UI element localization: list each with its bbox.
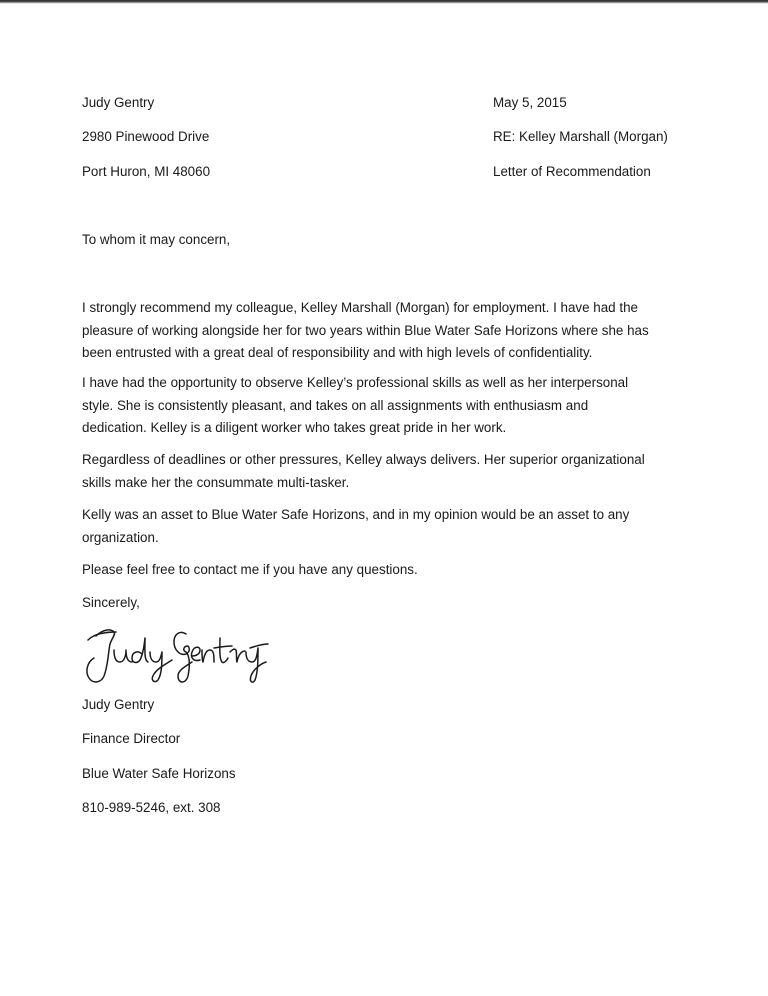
paragraph-line: pleasure of working alongside her for two years within Blue Water Safe Horizons where she has: [82, 322, 649, 338]
paragraph-line: dedication. Kelley is a diligent worker who takes great pride in her work.: [82, 420, 507, 435]
letter-subject: Letter of Recommendation: [493, 164, 651, 179]
signer-name: Judy Gentry: [82, 697, 155, 712]
paragraph-1: [82, 297, 682, 365]
paragraph-line: I strongly recommend my colleague, Kelley Marshall (Morgan) for employment. I have had the: [82, 300, 638, 315]
paragraph-4: [82, 504, 682, 549]
paragraph-line: skills make her the consummate multi-tasker.: [82, 474, 350, 490]
paragraph-line: organization.: [82, 529, 159, 545]
paragraph-line: Please feel free to contact me if you have any questions.: [82, 562, 418, 577]
paragraph-line: been entrusted with a great deal of responsibility and with high levels of confidentiality.: [82, 345, 593, 360]
paragraph-3: [82, 449, 682, 494]
letter-date: May 5, 2015: [493, 95, 567, 110]
paragraph-5: [82, 559, 682, 582]
signer-title: Finance Director: [82, 731, 181, 746]
signer-phone: 810-989-5246, ext. 308: [82, 800, 221, 815]
paragraph-line: Regardless of deadlines or other pressures, Kelley always delivers. Her superior organizational: [82, 452, 645, 467]
paragraph-line: I have had the opportunity to observe Kelley’s professional skills as well as her interpersonal: [82, 375, 629, 390]
regarding-line: RE: Kelley Marshall (Morgan): [493, 129, 668, 144]
salutation: To whom it may concern,: [82, 232, 231, 247]
paragraph-2: [82, 372, 682, 440]
sender-street: 2980 Pinewood Drive: [82, 129, 210, 144]
handwritten-signature: [74, 618, 274, 688]
scan-edge: [0, 0, 768, 4]
sender-name: Judy Gentry: [82, 95, 155, 110]
signer-organization: Blue Water Safe Horizons: [82, 766, 236, 781]
sender-city-state-zip: Port Huron, MI 48060: [82, 164, 211, 179]
closing: Sincerely,: [82, 595, 140, 610]
paragraph-line: style. She is consistently pleasant, and takes on all assignments with enthusiasm and: [82, 397, 589, 413]
paragraph-line: Kelly was an asset to Blue Water Safe Horizons, and in my opinion would be an asset to any: [82, 507, 630, 522]
